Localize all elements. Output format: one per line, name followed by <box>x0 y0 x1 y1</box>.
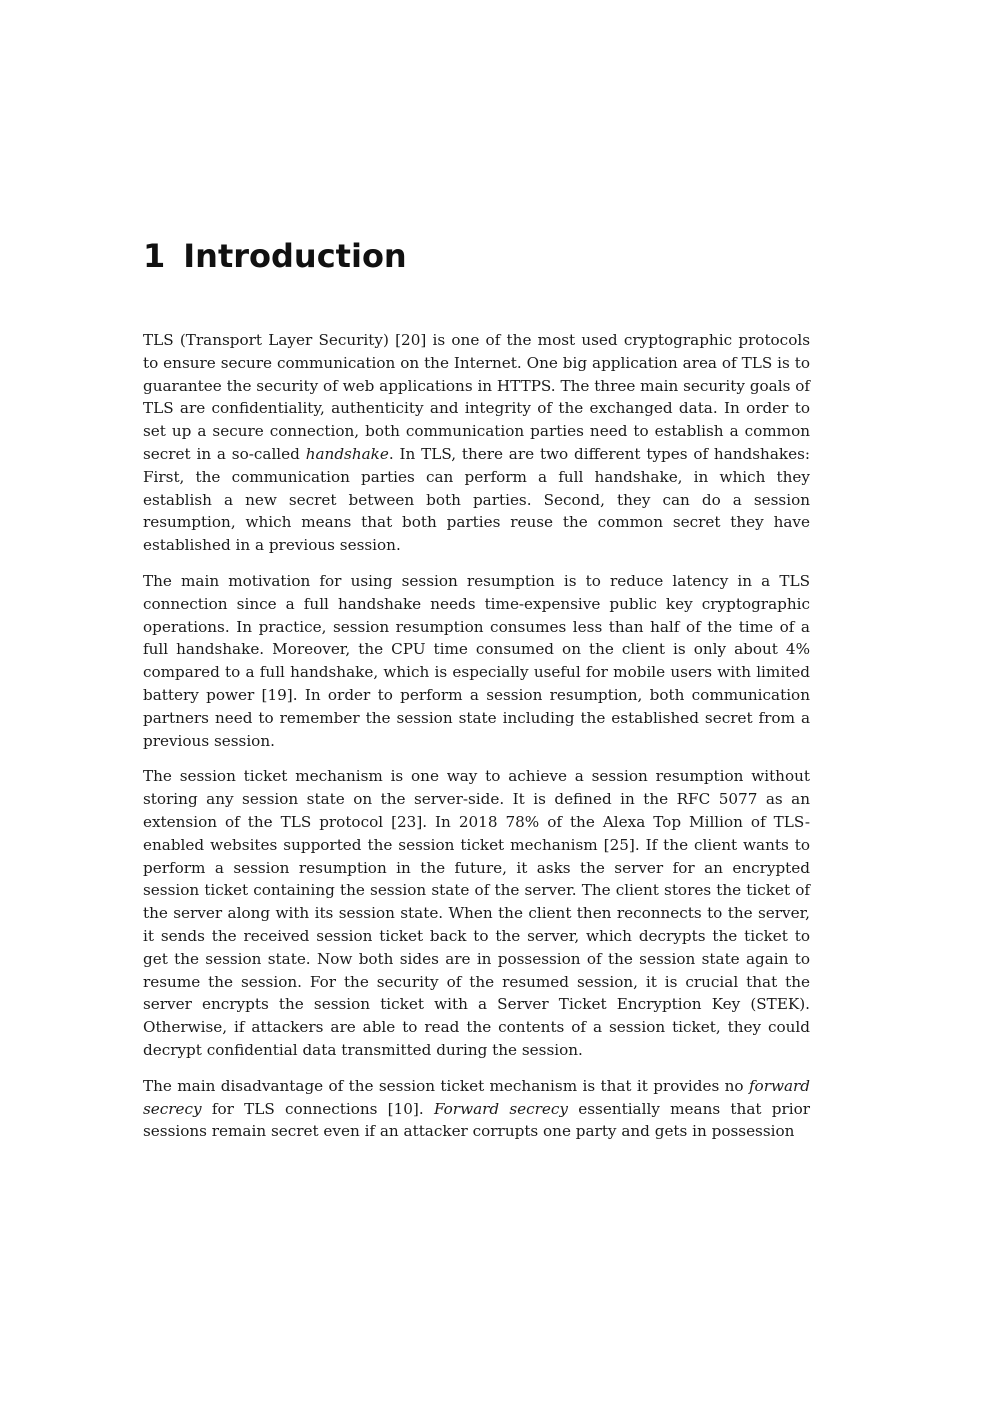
body-text <box>143 329 810 1156</box>
paragraph-text: for TLS connections [10]. <box>201 1099 434 1118</box>
paragraph-text: . In TLS, there are two different types of handshakes: First, the communication parties can perform a full handshake, in which they establish a new secret between both parties. Second, they can do a session resumption, which means that both parties reuse the common secret they have established in a previous session. <box>143 444 810 555</box>
chapter-title: Introduction <box>183 237 407 275</box>
emphasis-forward-secrecy: forward secrecy <box>143 1076 810 1118</box>
chapter-number: 1 <box>143 237 166 275</box>
paragraph <box>143 570 810 752</box>
paragraph-text: The main disadvantage of the session ticket mechanism is that it provides no <box>143 1076 749 1095</box>
paragraph-text: The main motivation for using session resumption is to reduce latency in a TLS connection since a full handshake needs time-expensive public key cryptographic operations. In practice, session resumption consumes less than half of the time of a full handshake. Moreover, the CPU time consumed on the client is only about 4% compared to a full handshake, which is especially useful for mobile users with limited battery power [19]. In order to perform a session resumption, both communication partners need to remember the session state including the established secret from a previous session. <box>143 571 810 750</box>
emphasis-handshake: handshake <box>305 444 389 463</box>
chapter-heading <box>143 236 407 276</box>
paragraph-text: The session ticket mechanism is one way to achieve a session resumption without storing any session state on the server-side. It is defined in the RFC 5077 as an extension of the TLS protocol [23]. In 2018 78% of the Alexa Top Million of TLS-enabled websites supported the session ticket mechanism [25]. If the client wants to perform a session resumption in the future, it asks the server for an encrypted session ticket containing the session state of the server. The client stores the ticket of the server along with its session state. When the client then reconnects to the server, it sends the received session ticket back to the server, which decrypts the ticket to get the session state. Now both sides are in possession of the session state again to resume the session. For the security of the resumed session, it is crucial that the server encrypts the session ticket with a Server Ticket Encryption Key (STEK). Otherwise, if attackers are able to read the contents of a session ticket, they could decrypt confidential data transmitted during the session. <box>143 767 810 1059</box>
paragraph <box>143 765 810 1061</box>
paragraph <box>143 1075 810 1143</box>
paragraph-text: TLS (Transport Layer Security) [20] is one of the most used cryptographic protocols to ensure secure communication on the Internet. One big application area of TLS is to guarantee the security of web applications in HTTPS. The three main security goals of TLS are confidentiality, authenticity and integrity of the exchanged data. In order to set up a secure connection, both communication parties need to establish a common secret in a so-called <box>143 331 810 463</box>
paragraph-text: essentially means that prior sessions remain secret even if an attacker corrupts one party and gets in possession <box>143 1099 810 1141</box>
paragraph <box>143 329 810 557</box>
emphasis-forward-secrecy: Forward secrecy <box>433 1099 568 1118</box>
